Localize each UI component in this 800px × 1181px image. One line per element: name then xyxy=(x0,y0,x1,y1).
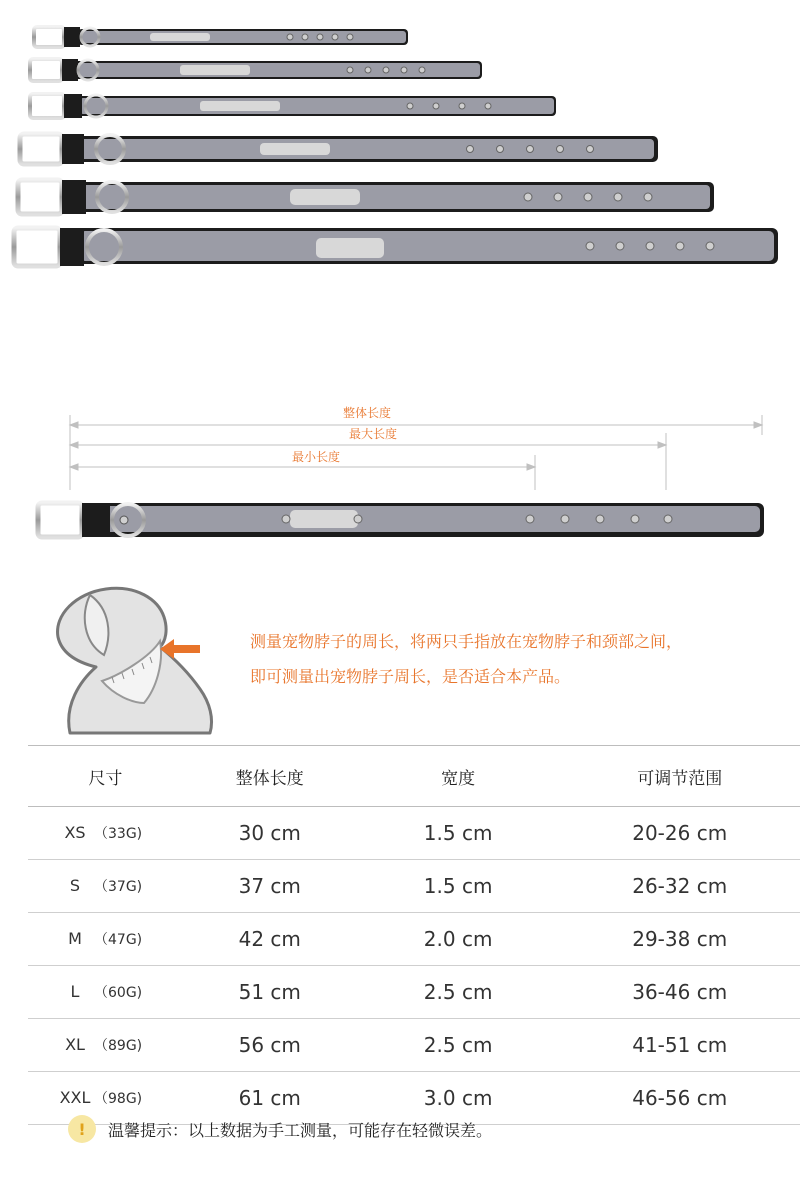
length-cell: 37 cm xyxy=(183,860,357,913)
measure-instruction-text: 测量宠物脖子的周长，将两只手指放在宠物脖子和颈部之间，即可测量出宠物脖子周长，是否适合本产品。 xyxy=(250,632,683,686)
collar-xs xyxy=(34,27,408,47)
collar-s xyxy=(30,59,482,81)
table-row xyxy=(28,807,800,860)
width-cell: 2.5 cm xyxy=(357,1019,560,1072)
measurement-diagram xyxy=(0,395,800,545)
size-cell xyxy=(28,913,183,966)
length-cell: 30 cm xyxy=(183,807,357,860)
range-cell: 26-32 cm xyxy=(559,860,800,913)
width-cell: 1.5 cm xyxy=(357,807,560,860)
width-cell: 2.0 cm xyxy=(357,913,560,966)
length-cell: 56 cm xyxy=(183,1019,357,1072)
length-cell: 42 cm xyxy=(183,913,357,966)
notice-text: 温馨提示：以上数据为手工测量，可能存在轻微误差。 xyxy=(108,1120,493,1140)
header-adjustable-range: 可调节范围 xyxy=(559,746,800,807)
range-cell: 20-26 cm xyxy=(559,807,800,860)
header-total-length: 整体长度 xyxy=(183,746,357,807)
collar-size-stack xyxy=(0,0,800,300)
size-cell xyxy=(28,966,183,1019)
dog-neck-measure-illustration xyxy=(50,585,220,735)
size-label: XS xyxy=(64,823,86,842)
range-cell: 36-46 cm xyxy=(559,966,800,1019)
size-label: S xyxy=(69,876,81,895)
collar-m xyxy=(30,94,556,118)
header-width: 宽度 xyxy=(357,746,560,807)
measurement-notice xyxy=(68,1115,492,1143)
collar-xxl xyxy=(14,228,778,266)
width-cell: 3.0 cm xyxy=(357,1072,560,1125)
size-label: L xyxy=(70,982,80,1001)
length-cell: 61 cm xyxy=(183,1072,357,1125)
range-cell: 46-56 cm xyxy=(559,1072,800,1125)
exclamation-icon: ! xyxy=(68,1115,96,1143)
max-length-label: 最大长度 xyxy=(349,427,398,441)
width-cell: 1.5 cm xyxy=(357,860,560,913)
weight-label: （37G) xyxy=(94,879,143,895)
collar-l xyxy=(20,134,658,164)
weight-label: （47G) xyxy=(94,932,143,948)
table-row xyxy=(28,860,800,913)
table-header-row xyxy=(28,746,800,807)
weight-label: （33G) xyxy=(94,826,143,842)
size-cell xyxy=(28,860,183,913)
size-label: M xyxy=(68,929,82,948)
length-cell: 51 cm xyxy=(183,966,357,1019)
size-label: XXL xyxy=(59,1088,91,1107)
table-row xyxy=(28,913,800,966)
weight-label: （60G) xyxy=(94,985,143,1001)
size-table xyxy=(28,745,800,1125)
table-row xyxy=(28,966,800,1019)
width-cell: 2.5 cm xyxy=(357,966,560,1019)
total-length-label: 整体长度 xyxy=(343,406,392,420)
size-label: XL xyxy=(65,1035,85,1054)
size-cell xyxy=(28,807,183,860)
range-cell: 29-38 cm xyxy=(559,913,800,966)
size-cell xyxy=(28,1019,183,1072)
min-length-label: 最小长度 xyxy=(292,450,341,464)
range-cell: 41-51 cm xyxy=(559,1019,800,1072)
weight-label: （98G) xyxy=(94,1091,143,1107)
collar-xl xyxy=(18,180,714,214)
weight-label: （89G) xyxy=(94,1038,143,1054)
measured-collar xyxy=(38,503,764,537)
table-row xyxy=(28,1019,800,1072)
header-size: 尺寸 xyxy=(28,746,183,807)
